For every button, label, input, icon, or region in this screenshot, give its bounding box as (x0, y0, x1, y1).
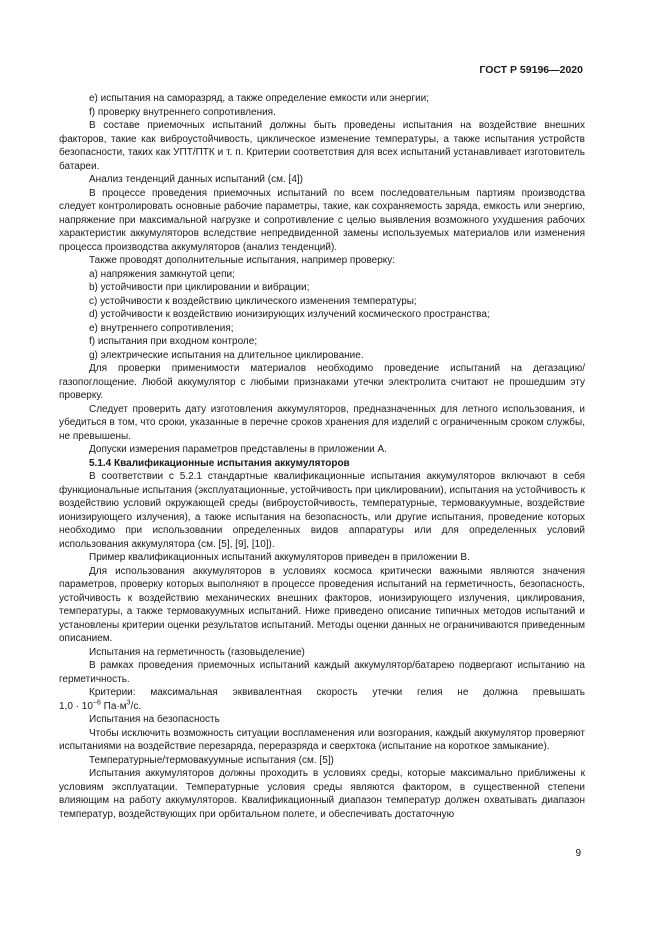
paragraph: Допуски измерения параметров представлены в приложении А. (89, 444, 387, 455)
formula-exponent: −6 (92, 699, 101, 707)
list-item: b) устойчивости при циклировании и вибрации; (89, 282, 310, 293)
paragraph: Для проверки применимости материалов необходимо проведение испытаний на дегазацию/газопоглощение. Любой аккумулятор с любыми признаками утечки электролита считают не прошедшим эту проверку. (59, 363, 585, 401)
paragraph: Для использования аккумуляторов в условиях космоса критически важными являются значения параметров, проверку которых выполняют в процессе проведения испытаний на герметичность, безопасность, устойчивость к воздействию механических внешних факторов, ионизирующего излучения, циклирования, температуры, а также термовакуумных испытаний. Ниже приведено описание типичных методов испытаний и установлены критерии оценки результатов испытаний. Методы оценки данных не ограничиваются приведенным описанием. (59, 565, 585, 644)
formula-base: 1,0 · 10 (59, 700, 93, 712)
document-body (59, 92, 585, 821)
page-number: 9 (575, 848, 581, 859)
list-item: f) испытания при входном контроле; (89, 336, 258, 347)
section-heading: 5.1.4 Квалификационные испытания аккумуляторов (89, 457, 350, 469)
section-subheading: Анализ тенденций данных испытаний (см. [4]) (89, 174, 303, 185)
formula-line (59, 700, 585, 714)
document-standard-number: ГОСТ Р 59196—2020 (479, 64, 583, 76)
section-subheading: Испытания на герметичность (газовыделение) (89, 646, 305, 658)
formula-unit-exponent: 3 (126, 699, 131, 707)
section-subheading: Температурные/термовакуумные испытания (см. [5]) (89, 754, 334, 766)
list-item: f) проверку внутреннего сопротивления. (89, 106, 276, 118)
paragraph: В рамках проведения приемочных испытаний каждый аккумулятор/батарею подвергают испытанию на герметичность. (59, 660, 585, 685)
formula-unit: Па·м (100, 700, 127, 712)
paragraph: Следует проверить дату изготовления аккумуляторов, предназначенных для летного использования, и убедиться в том, что сроки, указанные в перечне сроков хранения для изделий с ограниченным сроком службы, не превышены. (59, 403, 585, 442)
paragraph: Испытания аккумуляторов должны проходить в условиях среды, которые максимально приближены к условиям эксплуатации. Температурные условия среды являются фактором, в существенной степени влияющим на работу аккумуляторов. Квалификационный диапазон температур должен охватывать диапазон температур, воздействующих при орбитальном полете, и обеспечивать достаточную (59, 768, 585, 820)
list-item: e) испытания на саморазряд, а также определение емкости или энергии; (89, 93, 430, 104)
paragraph: В процессе проведения приемочных испытаний по всем последовательным партиям производства следует контролировать основные рабочие параметры, такие, как сохраняемость заряда, емкость или энергию, напряжение при максимальной нагрузке и сопротивление с целью выявления возможного ухудшения рабочих характеристик аккумуляторов вследствие непредвиденной замены используемых материалов или изменения процесса производства аккумуляторов (анализ тенденций). (59, 187, 585, 253)
list-item: a) напряжения замкнутой цепи; (89, 268, 235, 280)
paragraph: В соответствии с 5.2.1 стандартные квалификационные испытания аккумуляторов включают в себя функциональные испытания (эксплуатационные, устойчивость при циклировании), испытания на устойчивость к воздействию условий окружающей среды (виброустойчивость, температурные, термовакуумные, воздействие ионизирующего излучения), а также испытания на безопасность, или другие испытания, проведение которых необходимо при использовании определенных видов аппаратуры или для определенных условий использования аккумулятора (см. [5], [9], [10]). (59, 471, 585, 550)
paragraph: Чтобы исключить возможность ситуации воспламенения или возгорания, каждый аккумулятор проверяют испытаниями на воздействие перезаряда, переразряда и сверхтока (испытание на короткое замыкание). (59, 727, 585, 752)
list-item: g) электрические испытания на длительное циклирование. (89, 349, 364, 361)
list-item: c) устойчивости к воздействию циклического изменения температуры; (89, 295, 417, 307)
list-item: d) устойчивости к воздействию ионизирующих излучений космического пространства; (89, 309, 490, 320)
list-item: e) внутреннего сопротивления; (89, 322, 234, 334)
paragraph: Критерии: максимальная эквивалентная скорость утечки гелия не должна превышать (89, 687, 585, 698)
formula-unit-tail: /с. (130, 700, 142, 712)
paragraph: Также проводят дополнительные испытания, например проверку: (89, 255, 396, 266)
section-subheading: Испытания на безопасность (89, 714, 220, 725)
paragraph: В составе приемочных испытаний должны быть проведены испытания на воздействие внешних факторов, такие как виброустойчивость, циклическое изменение температуры, а также испытания устройств безопасности, таких как УПТ/ПТК и т. п. Критерии соответствия для всех испытаний устанавливает изготовитель батареи. (59, 120, 585, 172)
paragraph: Пример квалификационных испытаний аккумуляторов приведен в приложении В. (89, 552, 470, 563)
